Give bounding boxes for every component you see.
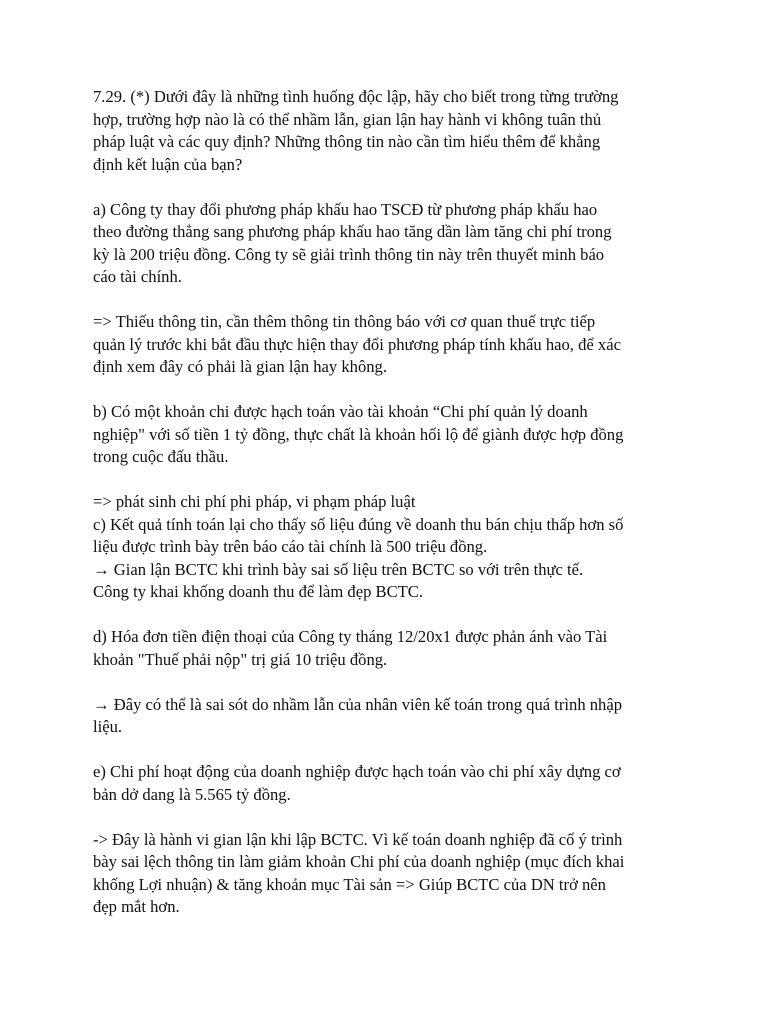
paragraph-gap (93, 176, 683, 199)
text-line: hợp, trường hợp nào là có thể nhầm lẫn, gian lận hay hành vi không tuân thủ (93, 109, 602, 129)
text-line: → Đây có thể là sai sót do nhầm lẫn của nhân viên kế toán trong quá trình nhập (93, 694, 623, 714)
case-b-paragraph (93, 401, 683, 469)
case-e-paragraph (93, 761, 683, 806)
text-line: khống Lợi nhuận) & tăng khoản mục Tài sản => Giúp BCTC của DN trở nên (93, 874, 606, 894)
text-line: a) Công ty thay đổi phương pháp khấu hao TSCĐ từ phương pháp khấu hao (93, 199, 598, 219)
text-line: b) Có một khoản chi được hạch toán vào tài khoản “Chi phí quản lý doanh (93, 402, 588, 421)
text-line: c) Kết quả tính toán lại cho thấy số liệu đúng về doanh thu bán chịu thấp hơn số (93, 514, 624, 534)
text-line: liệu. (93, 717, 123, 736)
text-line: nghiệp" với số tiền 1 tỷ đồng, thực chất là khoản hối lộ để giành được hợp đồng (93, 424, 624, 444)
answer-e-paragraph (93, 829, 683, 919)
text-line: theo đường thẳng sang phương pháp khấu hao tăng dần làm tăng chi phí trong (93, 222, 612, 241)
text-line: cáo tài chính. (93, 267, 182, 286)
text-line: liệu được trình bày trên báo cáo tài chính là 500 triệu đồng. (93, 537, 488, 556)
text-line: khoản "Thuế phải nộp" trị giá 10 triệu đồng. (93, 649, 388, 669)
text-line: bày sai lệch thông tin làm giảm khoản Chi phí của doanh nghiệp (mục đích khai (93, 852, 625, 871)
text-line: => Thiếu thông tin, cần thêm thông tin thông báo với cơ quan thuế trực tiếp (93, 312, 596, 331)
intro-paragraph (93, 86, 683, 176)
answer-b-case-c-paragraph (93, 491, 683, 604)
case-d-paragraph (93, 626, 683, 671)
paragraph-gap (93, 806, 683, 829)
text-line: => phát sinh chi phí phi pháp, vi phạm pháp luật (93, 492, 416, 511)
text-line: Công ty khai khống doanh thu để làm đẹp BCTC. (93, 582, 424, 601)
paragraph-gap (93, 604, 683, 627)
text-line: -> Đây là hành vi gian lận khi lập BCTC. Vì kế toán doanh nghiệp đã cố ý trình (93, 829, 623, 849)
text-line: đẹp mắt hơn. (93, 897, 180, 916)
text-line: e) Chi phí hoạt động của doanh nghiệp được hạch toán vào chi phí xây dựng cơ (93, 762, 621, 781)
text-line: kỳ là 200 triệu đồng. Công ty sẽ giải trình thông tin này trên thuyết minh báo (93, 244, 605, 264)
case-a-paragraph (93, 199, 683, 289)
paragraph-gap (93, 289, 683, 312)
paragraph-gap (93, 739, 683, 762)
paragraph-gap (93, 379, 683, 402)
text-line: quản lý trước khi bắt đầu thực hiện thay đổi phương pháp tính khấu hao, để xác (93, 334, 621, 354)
text-line: 7.29. (*) Dưới đây là những tình huống độc lập, hãy cho biết trong từng trường (93, 87, 619, 106)
text-line: → Gian lận BCTC khi trình bày sai số liệu trên BCTC so với trên thực tế. (93, 559, 584, 579)
text-line: định kết luận của bạn? (93, 154, 243, 174)
text-line: bản dở dang là 5.565 tỷ đồng. (93, 784, 291, 804)
text-line: pháp luật và các quy định? Những thông tin nào cần tìm hiểu thêm để khẳng (93, 132, 601, 151)
paragraph-gap (93, 671, 683, 694)
answer-d-paragraph (93, 694, 683, 739)
text-line: trong cuộc đấu thầu. (93, 447, 229, 466)
paragraph-gap (93, 469, 683, 492)
text-line: định xem đây có phải là gian lận hay không. (93, 357, 388, 376)
answer-a-paragraph (93, 311, 683, 379)
document-page (93, 86, 683, 919)
text-line: d) Hóa đơn tiền điện thoại của Công ty tháng 12/20x1 được phản ánh vào Tài (93, 627, 608, 646)
